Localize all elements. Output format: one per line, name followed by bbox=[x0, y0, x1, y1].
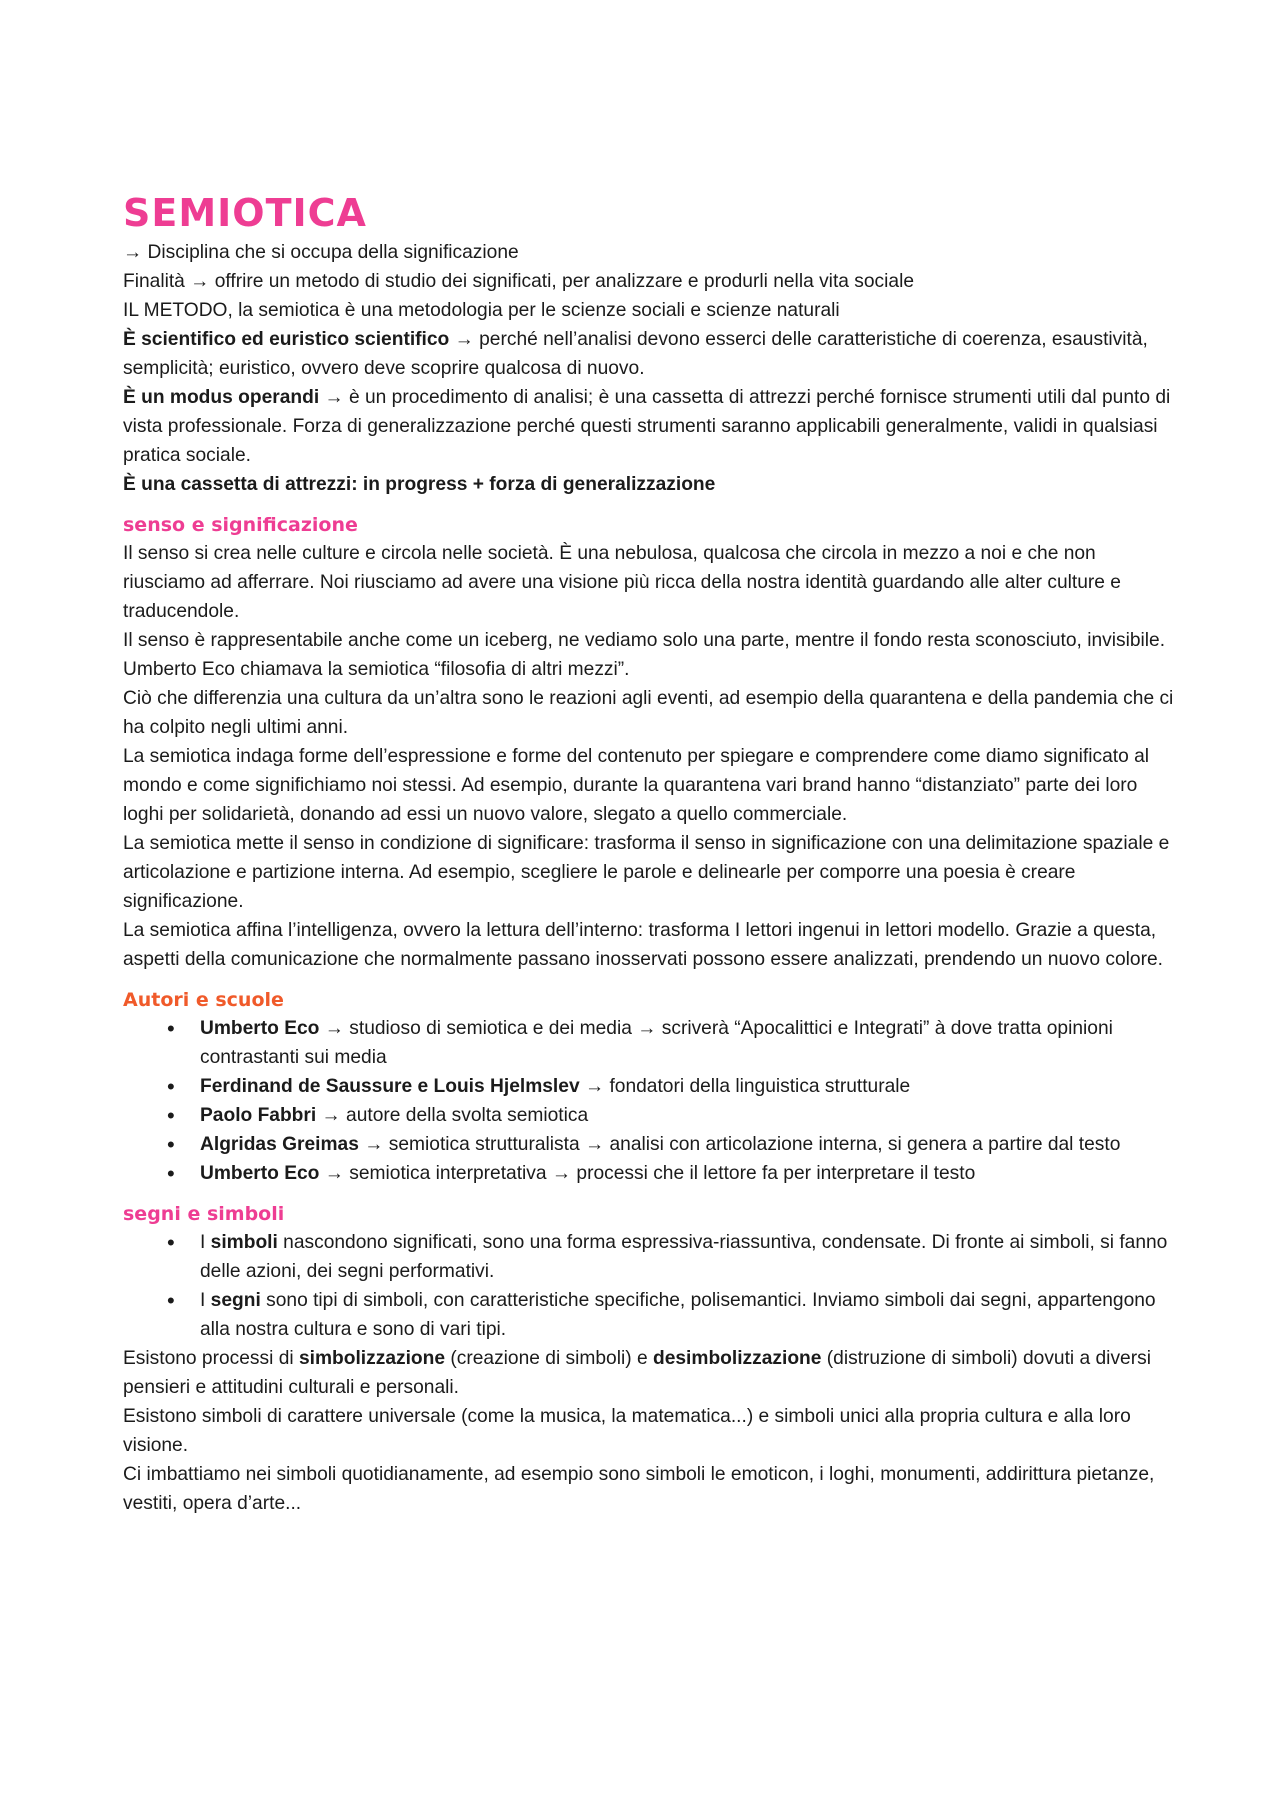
bold-term: segni bbox=[210, 1290, 261, 1311]
author-description: → autore della svolta semiotica bbox=[316, 1105, 589, 1126]
bold-term: simboli bbox=[210, 1232, 278, 1253]
author-description: → fondatori della linguistica strutturale bbox=[579, 1076, 911, 1097]
paragraph-text: (creazione di simboli) e bbox=[445, 1348, 653, 1369]
bold-term: desimbolizzazione bbox=[652, 1348, 822, 1369]
intro-paragraph-modus bbox=[123, 383, 1183, 470]
list-item bbox=[123, 1228, 1183, 1286]
intro-line-3: IL METODO, la semiotica è una metodologia per le scienze sociali e scienze naturali bbox=[123, 300, 840, 321]
author-description: → studioso di semiotica e dei media → scriverà “Apocalittici e Integrati” à dove tratta opinioni contrastanti sui media bbox=[200, 1018, 1113, 1068]
author-description: → semiotica interpretativa → processi che il lettore fa per interpretare il testo bbox=[319, 1163, 976, 1184]
section-heading-autori: Autori e scuole bbox=[123, 989, 284, 1011]
list-item bbox=[123, 1286, 1183, 1344]
paragraph-text: Esistono processi di bbox=[123, 1348, 299, 1369]
section-heading-senso: senso e significazione bbox=[123, 514, 358, 536]
autori-list bbox=[123, 1014, 1183, 1188]
list-item bbox=[123, 1159, 1183, 1188]
senso-paragraph-5: La semiotica mette il senso in condizione di significare: trasforma il senso in significazione con una delimitazione spaziale e articolazione e partizione interna. Ad esempio, scegliere le parole e delinearle per comporre una poesia è creare significazione. bbox=[123, 833, 1170, 912]
segni-paragraph-1 bbox=[123, 1344, 1183, 1402]
author-name: Paolo Fabbri bbox=[200, 1105, 317, 1126]
list-item bbox=[123, 1014, 1183, 1072]
senso-paragraph-6: La semiotica affina l’intelligenza, ovvero la lettura dell’interno: trasforma I lettori ingenui in lettori modello. Grazie a questa, aspetti della comunicazione che normalmente passano inosservati possono essere analizzati, prendendo un nuovo colore. bbox=[123, 920, 1163, 970]
item-prefix: I bbox=[200, 1232, 211, 1253]
author-name: Ferdinand de Saussure e Louis Hjelmslev bbox=[200, 1076, 580, 1097]
author-name: Algridas Greimas bbox=[200, 1134, 359, 1155]
page-title: SEMIOTICA bbox=[123, 191, 367, 235]
author-name: Umberto Eco bbox=[200, 1018, 320, 1039]
intro-paragraph-scientifico bbox=[123, 325, 1183, 383]
author-name: Umberto Eco bbox=[200, 1163, 320, 1184]
item-prefix: I bbox=[200, 1290, 211, 1311]
segni-paragraph-3: Ci imbattiamo nei simboli quotidianamente, ad esempio sono simboli le emoticon, i loghi, monumenti, addirittura pietanze, vestiti, opera d’arte... bbox=[123, 1464, 1155, 1514]
author-description: → semiotica strutturalista → analisi con articolazione interna, si genera a partire dal testo bbox=[358, 1134, 1121, 1155]
intro-line-2: Finalità → offrire un metodo di studio dei significati, per analizzare e produrli nella vita sociale bbox=[123, 271, 915, 292]
bold-text: È un modus operandi bbox=[123, 387, 320, 408]
senso-paragraph-4: La semiotica indaga forme dell’espressione e forme del contenuto per spiegare e comprendere come diamo significato al mondo e come significhiamo noi stessi. Ad esempio, durante la quarantena vari brand hanno “distanziato” parte dei loro loghi per solidarietà, donando ad essi un nuovo valore, slegato a quello commerciale. bbox=[123, 746, 1150, 825]
item-text: nascondono significati, sono una forma espressiva-riassuntiva, condensate. Di fronte ai simboli, si fanno delle azioni, dei segni performativi. bbox=[200, 1232, 1168, 1282]
list-item bbox=[123, 1072, 1183, 1101]
list-item bbox=[123, 1101, 1183, 1130]
senso-paragraph-3: Ciò che differenzia una cultura da un’altra sono le reazioni agli eventi, ad esempio della quarantena e della pandemia che ci ha colpito negli ultimi anni. bbox=[123, 688, 1174, 738]
document-page bbox=[123, 190, 1183, 1518]
segni-paragraph-2: Esistono simboli di carattere universale (come la musica, la matematica...) e simboli unici alla propria cultura e alla loro visione. bbox=[123, 1406, 1131, 1456]
intro-line-1: → Disciplina che si occupa della significazione bbox=[123, 242, 519, 263]
paragraph-text: → perché nell’analisi devono esserci delle caratteristiche di coerenza, esaustività, semplicità; euristico, ovvero deve scoprire qualcosa di nuovo. bbox=[123, 329, 1148, 379]
paragraph-text: (distruzione di simboli) dovuti a diversi pensieri e attitudini culturali e personali. bbox=[123, 1348, 1151, 1398]
bold-text: È scientifico ed euristico scientifico bbox=[123, 329, 450, 350]
senso-paragraph-2: Il senso è rappresentabile anche come un iceberg, ne vediamo solo una parte, mentre il fondo resta sconosciuto, invisibile. Umberto Eco chiamava la semiotica “filosofia di altri mezzi”. bbox=[123, 630, 1166, 680]
list-item bbox=[123, 1130, 1183, 1159]
bold-term: simbolizzazione bbox=[298, 1348, 446, 1369]
bold-text: È una cassetta di attrezzi: in progress + forza di generalizzazione bbox=[123, 474, 716, 495]
paragraph-text: → è un procedimento di analisi; è una cassetta di attrezzi perché fornisce strumenti utili dal punto di vista professionale. Forza di generalizzazione perché questi strumenti saranno applicabili generalmente, validi in qualsiasi pratica sociale. bbox=[123, 387, 1171, 466]
section-heading-segni: segni e simboli bbox=[123, 1203, 285, 1225]
senso-paragraph-1: Il senso si crea nelle culture e circola nelle società. È una nebulosa, qualcosa che circola in mezzo a noi e che non riusciamo ad afferrare. Noi riusciamo ad avere una visione più ricca della nostra identità guardando alle alter culture e traducendole. bbox=[123, 543, 1121, 622]
item-text: sono tipi di simboli, con caratteristiche specifiche, polisemantici. Inviamo simboli dai segni, appartengono alla nostra cultura e sono di vari tipi. bbox=[200, 1290, 1156, 1340]
segni-list bbox=[123, 1228, 1183, 1344]
intro-paragraph-cassetta bbox=[123, 470, 1183, 499]
